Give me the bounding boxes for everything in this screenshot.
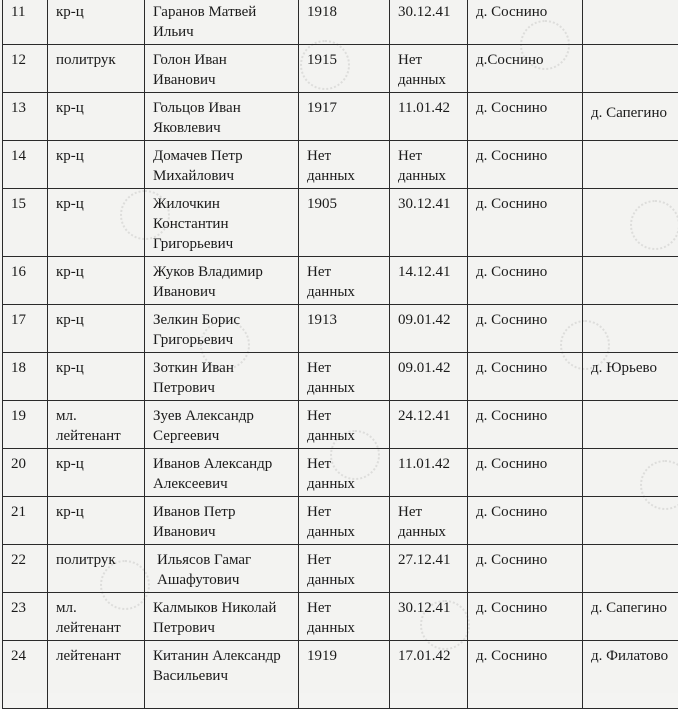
death-date-cell: 17.01.42 (390, 641, 468, 709)
burial-place-cell: д. Соснино (468, 0, 583, 45)
rank-cell: кр-ц (48, 93, 145, 141)
table-row (3, 353, 678, 401)
row-number: 11 (3, 0, 48, 45)
name-cell: Иванов Петр Иванович (145, 497, 299, 545)
rank-cell: кр-ц (48, 141, 145, 189)
row-number: 12 (3, 45, 48, 93)
name-cell: Жилочкин Константин Григорьевич (145, 189, 299, 257)
rank-cell: лейтенант (48, 641, 145, 709)
rank-cell: кр-ц (48, 257, 145, 305)
rank-cell: кр-ц (48, 449, 145, 497)
birth-year-cell: 1905 (299, 189, 390, 257)
reburial-place-cell (583, 305, 678, 353)
name-cell: Гаранов Матвей Ильич (145, 0, 299, 45)
reburial-place-cell (583, 0, 678, 45)
name-cell: Зелкин Борис Григорьевич (145, 305, 299, 353)
burial-place-cell: д. Соснино (468, 305, 583, 353)
row-number: 22 (3, 545, 48, 593)
table-row (3, 189, 678, 257)
death-date-cell: 24.12.41 (390, 401, 468, 449)
name-cell: Иванов Александр Алексеевич (145, 449, 299, 497)
birth-year-cell: 1918 (299, 0, 390, 45)
rank-cell: мл. лейтенант (48, 401, 145, 449)
reburial-place-cell (583, 257, 678, 305)
birth-year-cell: 1915 (299, 45, 390, 93)
reburial-place-cell (583, 449, 678, 497)
table-row (3, 305, 678, 353)
burial-place-cell: д. Соснино (468, 449, 583, 497)
reburial-place-cell (583, 401, 678, 449)
name-cell: Зоткин Иван Петрович (145, 353, 299, 401)
reburial-place-cell (583, 189, 678, 257)
death-date-cell: 27.12.41 (390, 545, 468, 593)
row-number: 17 (3, 305, 48, 353)
birth-year-cell: Нет данных (299, 257, 390, 305)
birth-year-cell: 1917 (299, 93, 390, 141)
row-number: 15 (3, 189, 48, 257)
burial-place-cell: д. Соснино (468, 141, 583, 189)
burial-place-cell: д. Соснино (468, 353, 583, 401)
birth-year-cell: Нет данных (299, 545, 390, 593)
rank-cell: кр-ц (48, 353, 145, 401)
table-row (3, 257, 678, 305)
name-cell: Зуев Александр Сергеевич (145, 401, 299, 449)
table-row (3, 593, 678, 641)
reburial-place-cell: д. Сапегино (583, 593, 678, 641)
birth-year-cell: Нет данных (299, 593, 390, 641)
death-date-cell: 09.01.42 (390, 305, 468, 353)
reburial-place-cell (583, 545, 678, 593)
row-number: 24 (3, 641, 48, 709)
rank-cell: политрук (48, 545, 145, 593)
death-date-cell: Нет данных (390, 141, 468, 189)
birth-year-cell: Нет данных (299, 401, 390, 449)
death-date-cell: 30.12.41 (390, 0, 468, 45)
burial-roster-table (2, 0, 678, 709)
death-date-cell: Нет данных (390, 497, 468, 545)
row-number: 14 (3, 141, 48, 189)
table-row (3, 497, 678, 545)
reburial-place-cell (583, 497, 678, 545)
table-row (3, 449, 678, 497)
death-date-cell: 09.01.42 (390, 353, 468, 401)
death-date-cell: 11.01.42 (390, 93, 468, 141)
name-cell: Жуков Владимир Иванович (145, 257, 299, 305)
death-date-cell: 11.01.42 (390, 449, 468, 497)
rank-cell: мл. лейтенант (48, 593, 145, 641)
row-number: 16 (3, 257, 48, 305)
reburial-place-cell: д. Юрьево (583, 353, 678, 401)
reburial-place-cell: д. Сапегино (583, 93, 678, 141)
rank-cell: кр-ц (48, 0, 145, 45)
birth-year-cell: Нет данных (299, 449, 390, 497)
row-number: 20 (3, 449, 48, 497)
row-number: 23 (3, 593, 48, 641)
burial-place-cell: д. Соснино (468, 545, 583, 593)
table-row (3, 141, 678, 189)
reburial-place-cell: д. Филатово (583, 641, 678, 709)
burial-place-cell: д. Соснино (468, 497, 583, 545)
table-row (3, 93, 678, 141)
burial-place-cell: д. Соснино (468, 257, 583, 305)
rank-cell: кр-ц (48, 189, 145, 257)
name-cell: Гольцов Иван Яковлевич (145, 93, 299, 141)
burial-place-cell: д. Соснино (468, 593, 583, 641)
table-row (3, 45, 678, 93)
row-number: 18 (3, 353, 48, 401)
reburial-place-cell (583, 45, 678, 93)
reburial-place-cell (583, 141, 678, 189)
rank-cell: кр-ц (48, 497, 145, 545)
birth-year-cell: Нет данных (299, 497, 390, 545)
death-date-cell: 30.12.41 (390, 189, 468, 257)
death-date-cell: 14.12.41 (390, 257, 468, 305)
name-cell: Калмыков Николай Петрович (145, 593, 299, 641)
table-row (3, 641, 678, 709)
table-row (3, 545, 678, 593)
row-number: 13 (3, 93, 48, 141)
name-cell: Голон Иван Иванович (145, 45, 299, 93)
rank-cell: кр-ц (48, 305, 145, 353)
birth-year-cell: Нет данных (299, 353, 390, 401)
death-date-cell: 30.12.41 (390, 593, 468, 641)
birth-year-cell: Нет данных (299, 141, 390, 189)
burial-place-cell: д. Соснино (468, 93, 583, 141)
name-cell: Домачев Петр Михайлович (145, 141, 299, 189)
burial-place-cell: д. Соснино (468, 641, 583, 709)
roster-body (3, 0, 678, 709)
row-number: 21 (3, 497, 48, 545)
burial-place-cell: д.Соснино (468, 45, 583, 93)
row-number: 19 (3, 401, 48, 449)
birth-year-cell: 1913 (299, 305, 390, 353)
birth-year-cell: 1919 (299, 641, 390, 709)
death-date-cell: Нет данных (390, 45, 468, 93)
rank-cell: политрук (48, 45, 145, 93)
table-row (3, 0, 678, 45)
burial-place-cell: д. Соснино (468, 401, 583, 449)
burial-place-cell: д. Соснино (468, 189, 583, 257)
table-row (3, 401, 678, 449)
name-cell: Китанин Александр Васильевич (145, 641, 299, 709)
name-cell: Ильясов Гамаг Ашафутович (145, 545, 299, 593)
